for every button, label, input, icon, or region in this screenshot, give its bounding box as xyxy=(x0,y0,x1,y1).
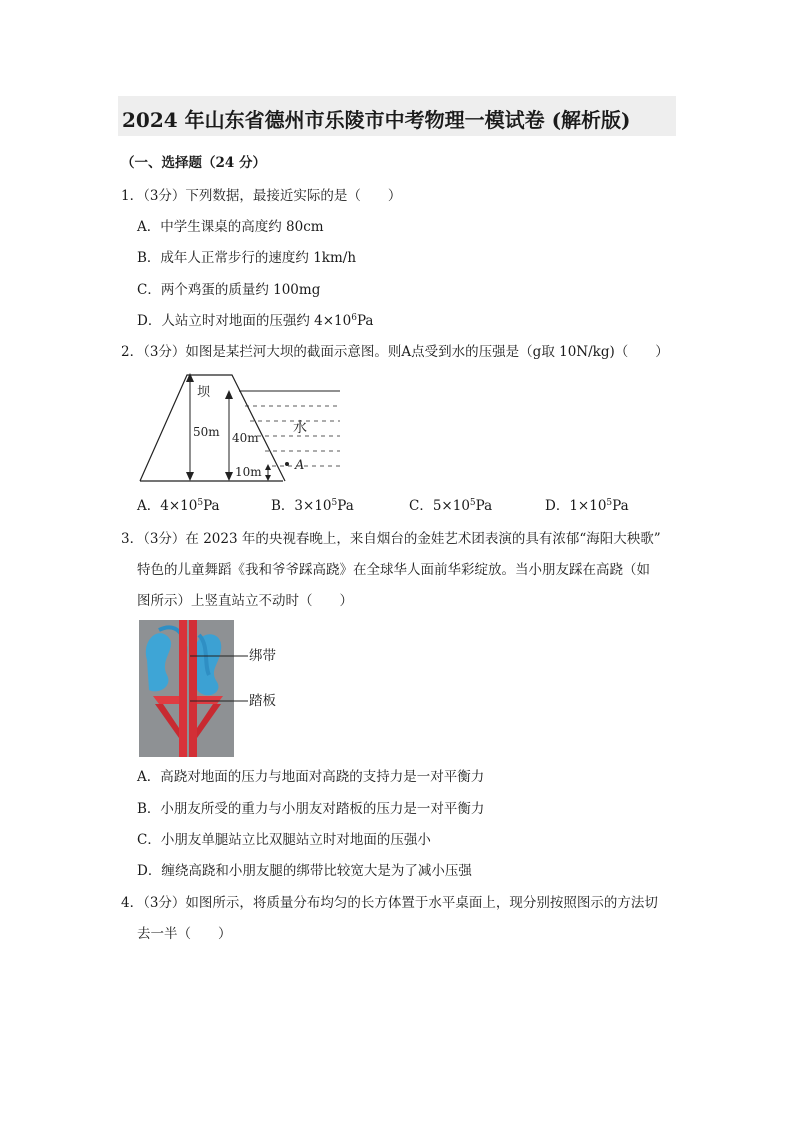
arrow-head xyxy=(225,472,233,481)
arrow-head xyxy=(265,475,271,481)
question-1-option-b[interactable]: B．成年人正常步行的速度约 1km/h xyxy=(137,250,357,266)
option-b-text: B．3×10 xyxy=(271,498,332,514)
dam-label: 坝 xyxy=(197,385,211,400)
height-40m-label: 40m xyxy=(232,431,259,445)
question-3-option-b[interactable]: B．小朋友所受的重力与小朋友对踏板的压力是一对平衡力 xyxy=(137,801,485,817)
question-2-option-d[interactable] xyxy=(545,497,629,515)
question-1-option-c[interactable]: C．两个鸡蛋的质量约 100mg xyxy=(137,282,321,298)
section-heading: （一、选择题（24 分） xyxy=(121,155,266,171)
stilt-pole xyxy=(179,620,187,757)
option-c-unit: Pa xyxy=(475,498,493,514)
option-a-unit: Pa xyxy=(203,498,220,514)
option-c-exponent: 5 xyxy=(469,498,476,508)
pedal-label: 踏板 xyxy=(249,693,276,709)
question-3-stem-line-2: 特色的儿童舞蹈《我和爷爷踩高跷》在全球华人面前华彩绽放。当小朋友踩在高跷（如 xyxy=(137,562,650,578)
question-4-stem-line-1: 4．（3分）如图所示，将质量分布均匀的长方体置于水平桌面上，现分别按照图示的方法切 xyxy=(121,895,658,911)
question-2-stem: 2．（3分）如图是某拦河大坝的截面示意图。则A点受到水的压强是（g取 10N/kg)（ ） xyxy=(121,344,669,360)
point-a-marker xyxy=(285,462,289,466)
arrow-head xyxy=(225,390,233,399)
question-3-option-c[interactable]: C．小朋友单腿站立比双腿站立时对地面的压强小 xyxy=(137,832,431,848)
option-d-exponent: 6 xyxy=(351,313,357,323)
option-a-text: A．4×10 xyxy=(137,498,198,514)
dam-cross-section-diagram xyxy=(135,368,350,488)
option-d-text: D．1×10 xyxy=(545,498,607,514)
point-a-label: A xyxy=(295,458,305,473)
option-c-text: C．5×10 xyxy=(409,498,470,514)
question-4-stem-line-2: 去一半（ ） xyxy=(137,926,232,942)
option-b-unit: Pa xyxy=(337,498,354,514)
question-1-option-a[interactable]: A．中学生课桌的高度约 80cm xyxy=(137,219,324,235)
strap-label: 绑带 xyxy=(249,648,276,664)
question-2-option-b[interactable] xyxy=(271,497,354,515)
question-3-option-a[interactable]: A．高跷对地面的压力与地面对高跷的支持力是一对平衡力 xyxy=(137,769,485,785)
option-a-exponent: 5 xyxy=(197,498,204,508)
photo-callout-lines xyxy=(190,648,250,708)
question-2-option-a[interactable] xyxy=(137,497,220,515)
option-d-exponent: 5 xyxy=(606,498,613,508)
option-b-exponent: 5 xyxy=(331,498,338,508)
question-1-option-d[interactable] xyxy=(137,312,373,330)
option-d-text: D．人站立时对地面的压强约 4×10 xyxy=(137,313,352,329)
question-3-option-d[interactable]: D．缠绕高跷和小朋友腿的绑带比较宽大是为了减小压强 xyxy=(137,863,472,879)
question-2-option-c[interactable] xyxy=(409,497,492,515)
question-1-stem: 1．（3分）下列数据，最接近实际的是（ ） xyxy=(121,188,402,204)
page-title: 2024 年山东省德州市乐陵市中考物理一模试卷 (解析版) xyxy=(122,108,631,132)
option-d-unit: Pa xyxy=(356,313,374,329)
height-10m-label: 10m xyxy=(235,465,262,479)
water-label: 水 xyxy=(293,420,307,436)
arrow-head xyxy=(265,464,271,470)
arrow-head xyxy=(186,373,194,382)
question-3-stem-line-1: 3．（3分）在 2023 年的央视春晚上，来自烟台的金娃艺术团表演的具有浓郁“海阳大秧歌” xyxy=(121,531,661,547)
question-3-stem-line-3: 图所示）上竖直站立不动时（ ） xyxy=(137,593,353,609)
height-50m-label: 50m xyxy=(193,425,220,439)
option-d-unit: Pa xyxy=(612,498,629,514)
arrow-head xyxy=(186,472,194,481)
